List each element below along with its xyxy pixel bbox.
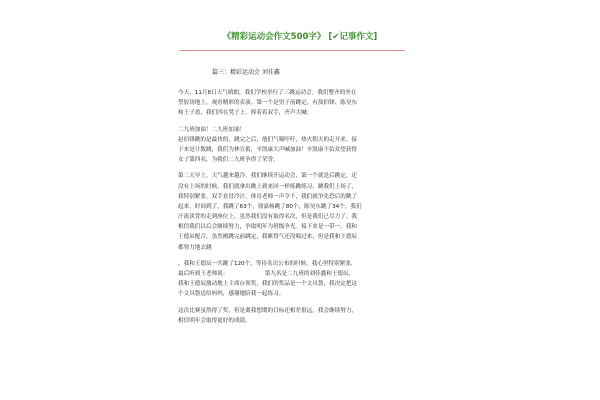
text-line: 二九班加油！二九班加油！ bbox=[178, 126, 246, 133]
text-line: 个文具袋送给妈妈，感谢她陪我一起练习。 bbox=[178, 291, 285, 298]
check-icon: ✔ bbox=[332, 32, 340, 42]
text-line: 起来，时间到了，我跳了63个，徐嘉杨跳了80个，陈昊东跳了34个。我们 bbox=[178, 203, 362, 210]
text-line: 都努力地去跳 bbox=[178, 244, 212, 251]
bracket-close: ] bbox=[373, 32, 378, 42]
title-category[interactable]: 记事作文 bbox=[339, 32, 374, 42]
title-main[interactable]: 《精彩运动会作文500字》 bbox=[222, 32, 326, 42]
text-line: 最后听到王老师说： 第九名是二九班的刘佳鑫和王德辰， bbox=[178, 271, 355, 277]
text-line: 和王子盈，我们四在凳子上，捧着着双手，齐声大喊： bbox=[178, 110, 313, 117]
text-line: 相信明年会取得更好的成绩。 bbox=[178, 317, 251, 324]
text-line: 赵伯锋跳的是最快的，跳完之后，他们气喘吁吁，热火朝天的走开来。接 bbox=[178, 136, 358, 143]
text-line: 女子第四名，为我们二九班争得了荣誉。 bbox=[178, 157, 279, 164]
text-line: 第二天早上，天气越来越冷，我们继续开运动会，第一个就是后跳定，还 bbox=[178, 173, 358, 180]
text-line: 我特别紧张，双手直冒冷汗，体育老师一声令下，我们就争先恐后的跳了 bbox=[178, 193, 358, 200]
text-line: 汗流浃背的走到座位上，虽然我们没有取得名次，但是我们已尽力了。我 bbox=[178, 214, 358, 221]
bracket-open: [ bbox=[328, 32, 333, 42]
text-line: 相信我们以后会继续努力，争取明年为班级争光。接下来是一带一，我和 bbox=[178, 224, 358, 231]
section-subtitle: 篇三：精彩运动会 刘佳鑫 bbox=[212, 69, 280, 76]
paragraph bbox=[178, 306, 418, 326]
text-line: 塑胶场地上，观看精彩的表演。第一个是男子前跳定，有敖伯锋、陈昊东 bbox=[178, 100, 358, 107]
text-line: 这次比赛虽然得了奖，但是离我想期的目标还相差很远，我会继续努力， bbox=[178, 307, 358, 314]
paragraph bbox=[178, 171, 418, 253]
article-body bbox=[178, 88, 418, 326]
text-line: 我和王德辰激动地上主席台领奖，我们的奖品是一个文具袋，我决定把这 bbox=[178, 281, 358, 288]
text-line: 王德辰配合，虽然刚跳完前跳定，我累得气还没喘过来，但是我和王德辰 bbox=[178, 234, 358, 241]
text-line: 今天，11月8日天气晴朗，我们学校举行了三跳运动会。我们整齐的坐在 bbox=[178, 90, 357, 96]
paragraph bbox=[178, 125, 418, 166]
article-title bbox=[0, 30, 600, 42]
text-line: 没有上场的时候，我们就拿出跳上到来回一样练跳练习。跳我们上场了， bbox=[178, 183, 358, 190]
title-divider bbox=[180, 50, 405, 51]
text-line: ，我和王德辰一共跳了120个，等待名次公布的时候，我心里特别紧张， bbox=[178, 260, 357, 267]
paragraph bbox=[178, 88, 418, 119]
paragraph bbox=[178, 259, 418, 300]
text-line: 下来是计数跳，我们为林宣蓄，辛凯康大声喊加油！辛凯康不负众望获得 bbox=[178, 146, 358, 153]
